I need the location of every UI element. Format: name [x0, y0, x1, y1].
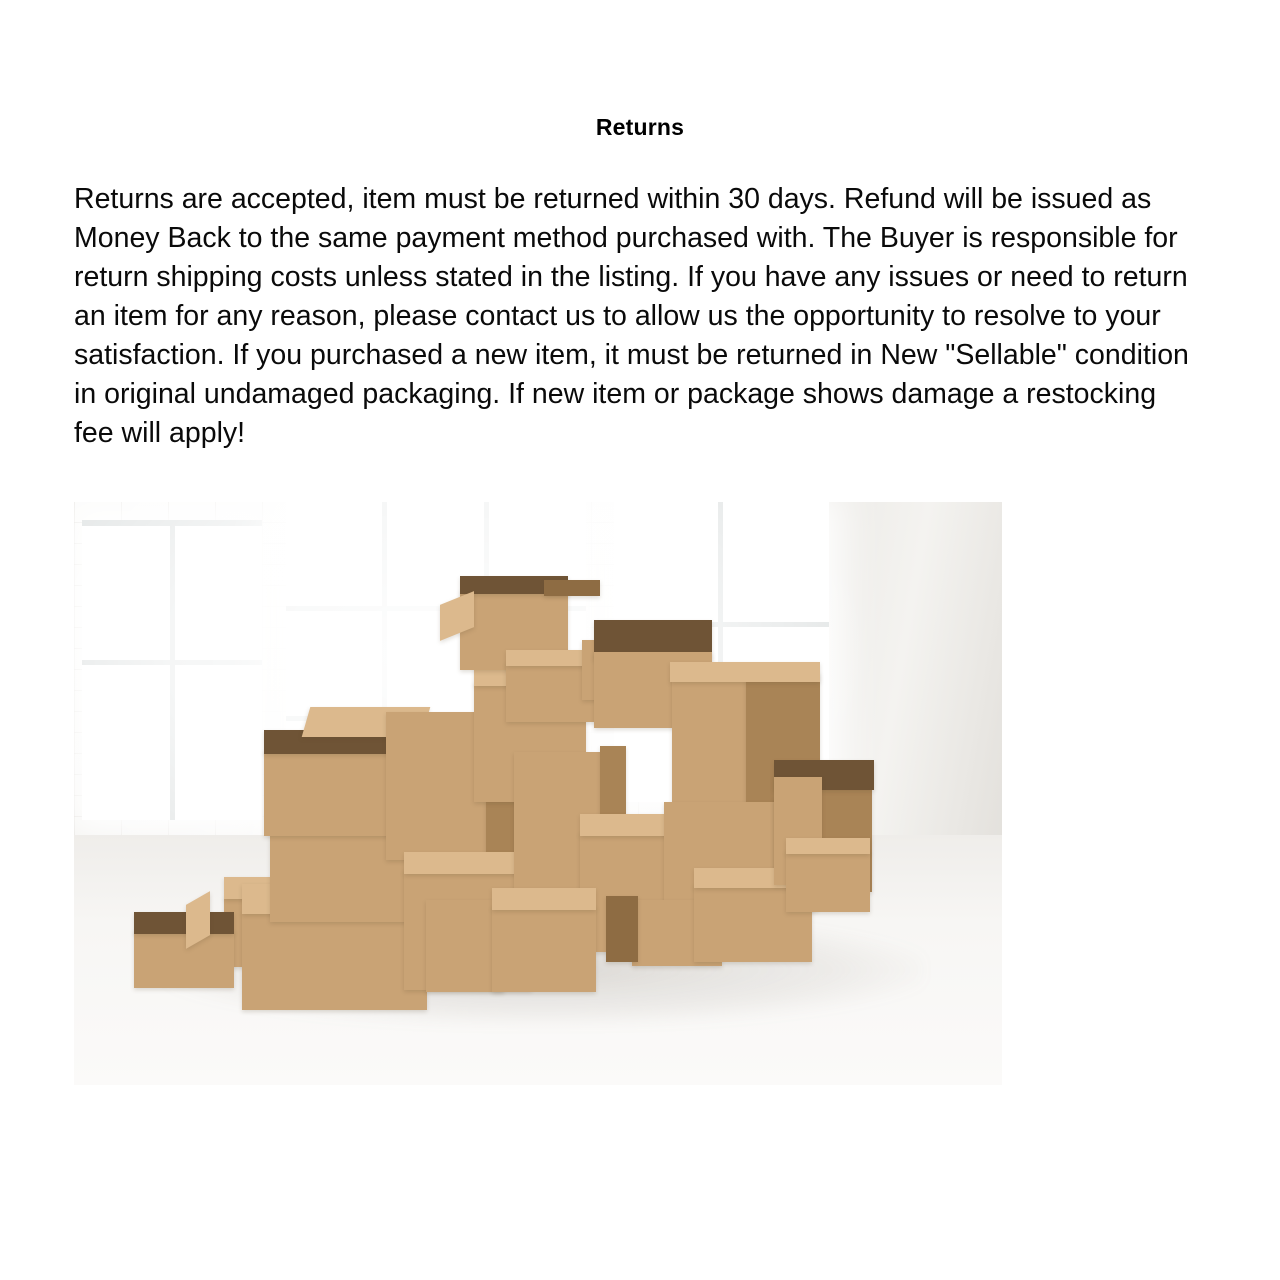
- window-left: [82, 520, 262, 820]
- box-flap: [786, 838, 870, 854]
- box-side: [606, 896, 638, 962]
- room-scene: [74, 502, 1002, 1085]
- cardboard-boxes-photo: [74, 502, 1002, 1085]
- box: [672, 677, 752, 817]
- box: [242, 912, 427, 1010]
- box-flap: [544, 580, 600, 596]
- box-flap: [670, 662, 820, 682]
- box-flap: [404, 852, 532, 874]
- box: [492, 906, 596, 992]
- box: [134, 930, 234, 988]
- page-title: Returns: [595, 114, 685, 140]
- box-flap: [492, 888, 596, 910]
- returns-policy-text: Returns are accepted, item must be returned within 30 days. Refund will be issued as Money Back to the same payment method purchased with. The Buyer is responsible for return shipping costs unless stated in the listing. If you have any issues or need to return an item for any reason, please contact us to allow us the opportunity to resolve to your satisfaction. If you purchased a new item, it must be returned in New "Sellable" condition in original undamaged packaging. If new item or package shows damage a restocking fee will apply!: [74, 183, 1189, 449]
- box: [786, 850, 870, 912]
- box-open-top: [134, 912, 234, 934]
